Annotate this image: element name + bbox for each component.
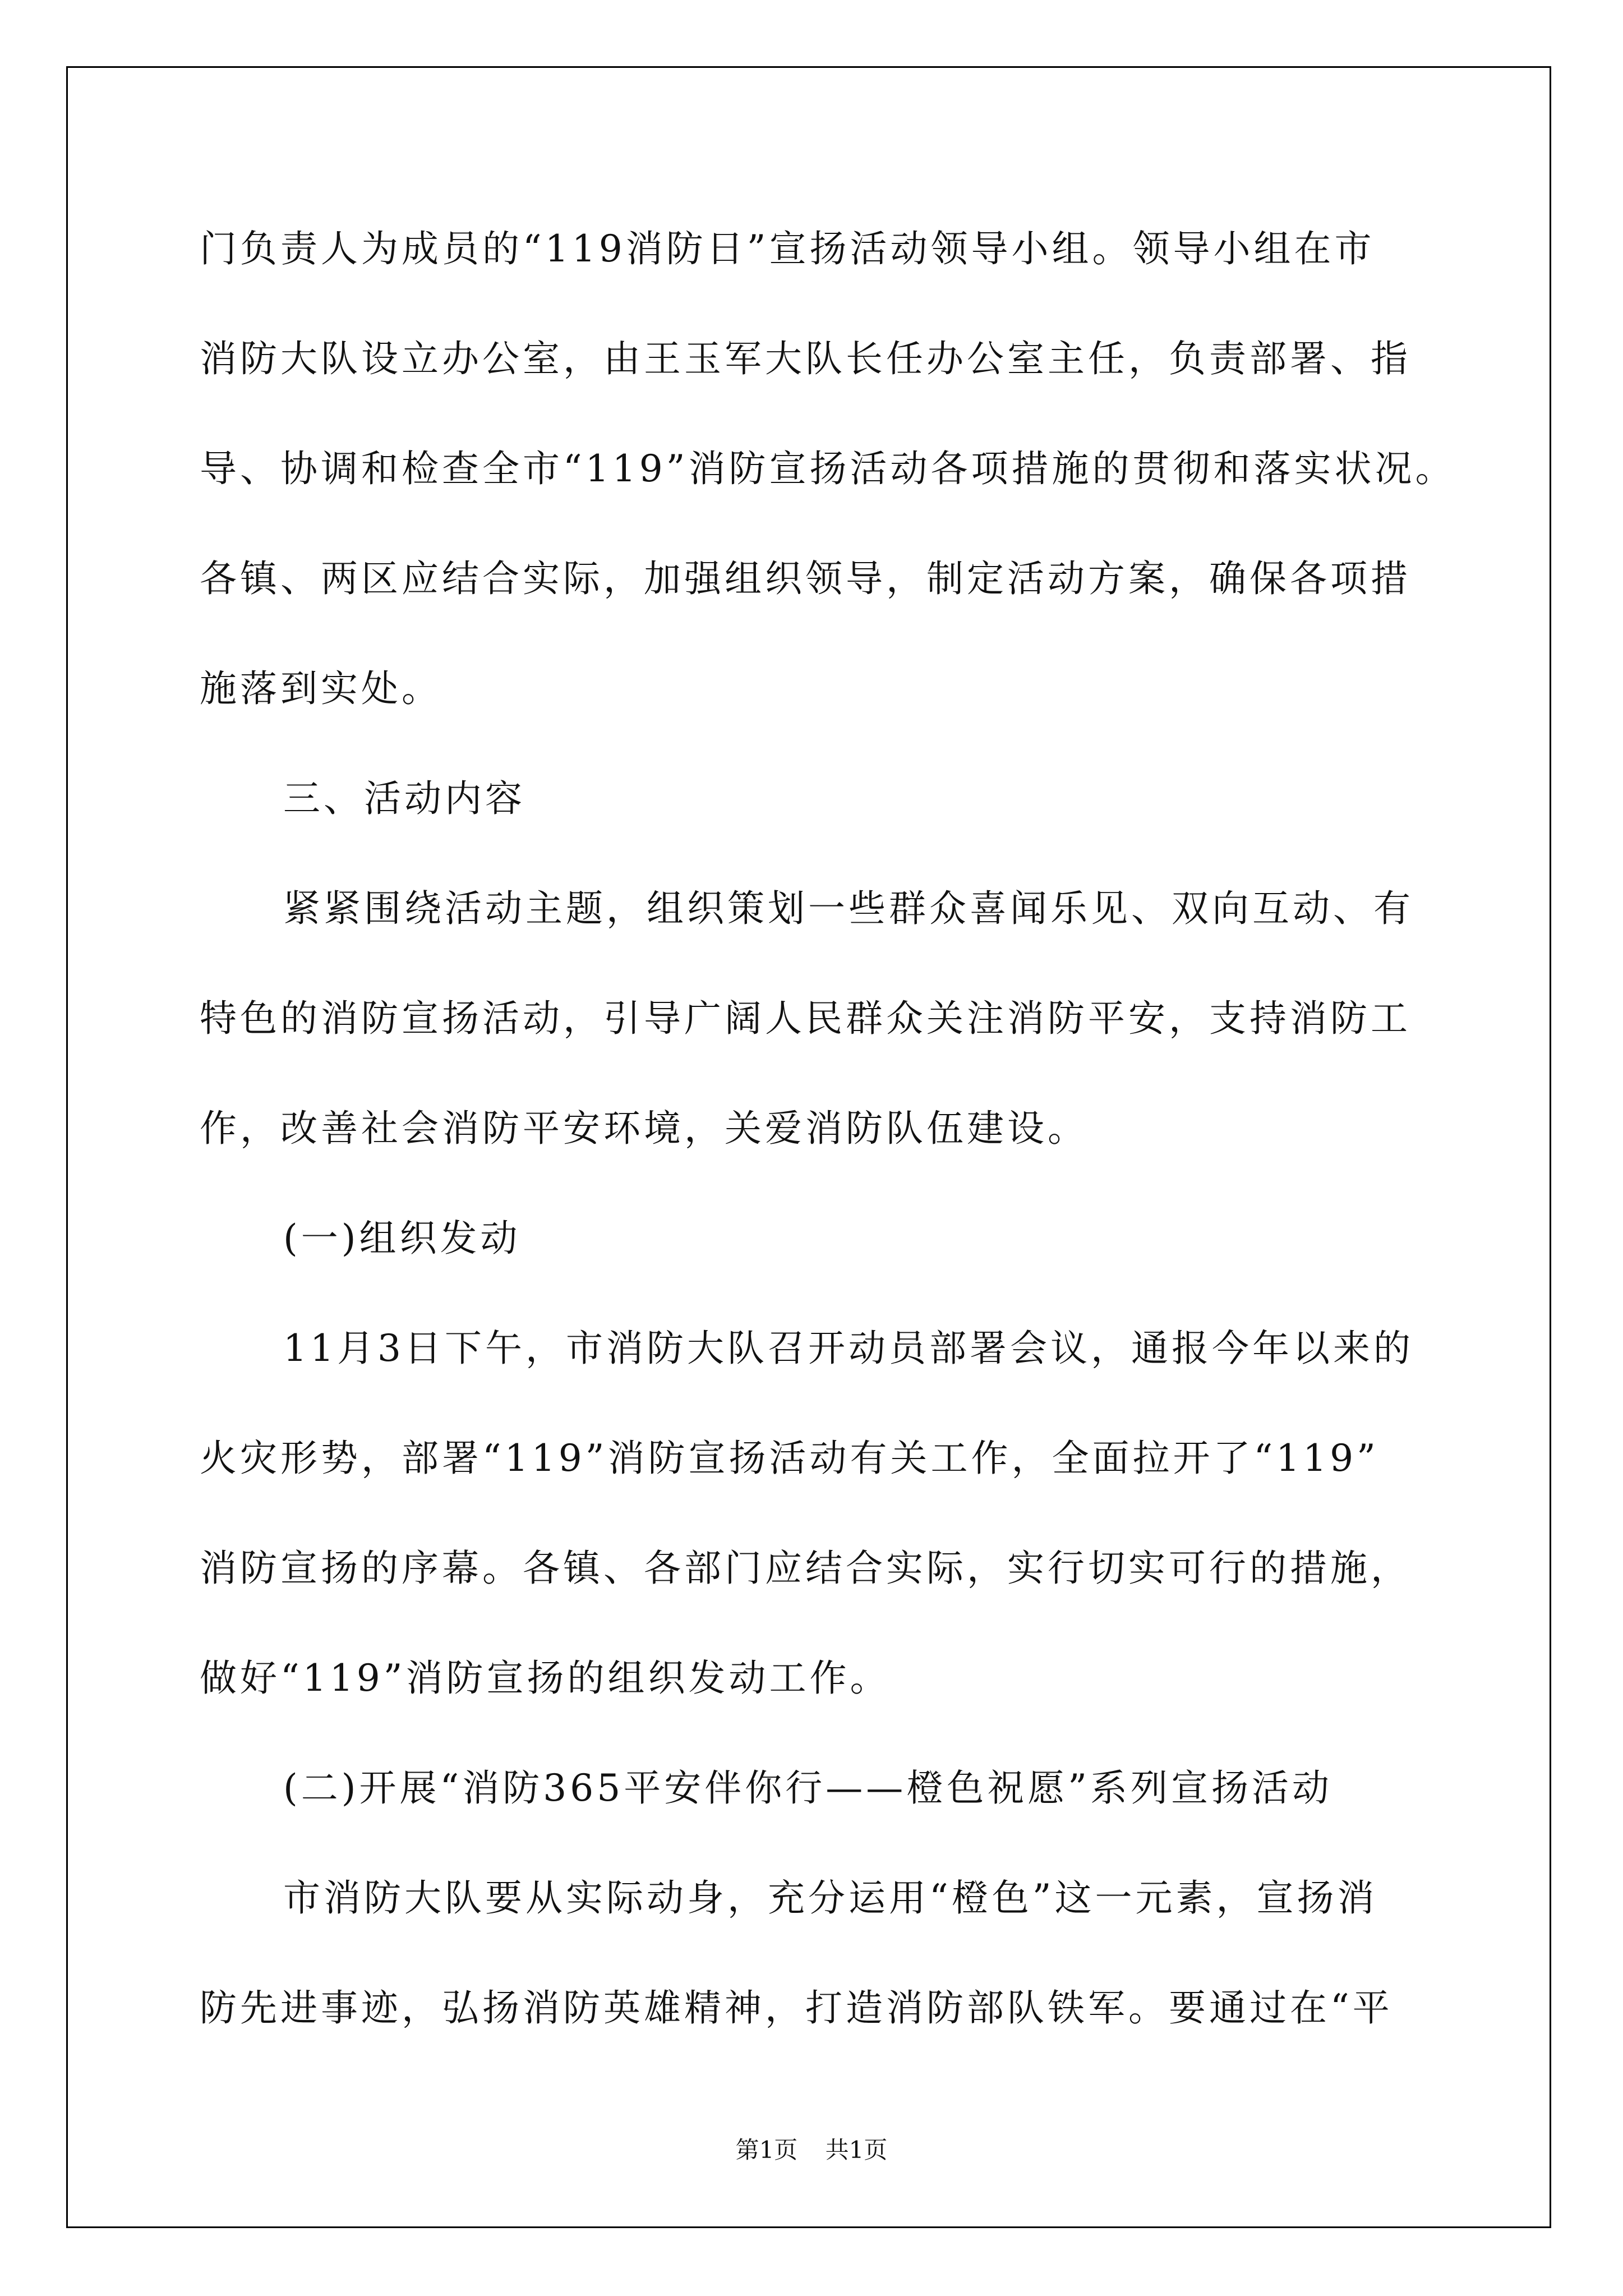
subsection-heading: (二)开展“消防365平安伴你行——橙色祝愿”系列宣扬活动 bbox=[283, 1766, 1332, 1810]
text-line: 作，改善社会消防平安环境，关爱消防队伍建设。 bbox=[200, 1107, 1088, 1150]
text-line: 各镇、两区应结合实际，加强组织领导，制定活动方案，确保各项措 bbox=[200, 557, 1411, 600]
page-footer bbox=[0, 2136, 1623, 2164]
text-line: 消防宣扬的序幕。各镇、各部门应结合实际，实行切实可行的措施， bbox=[200, 1547, 1411, 1590]
text-line: 消防大队设立办公室，由王玉军大队长任办公室主任，负责部署、指 bbox=[200, 337, 1411, 380]
page-number: 第1页 bbox=[735, 2136, 798, 2164]
subsection-heading: (一)组织发动 bbox=[283, 1217, 521, 1260]
section-heading: 三、活动内容 bbox=[283, 777, 525, 820]
text-line: 11月3日下午，市消防大队召开动员部署会议，通报今年以来的 bbox=[283, 1327, 1414, 1370]
text-line: 火灾形势，部署“119”消防宣扬活动有关工作，全面拉开了“119” bbox=[200, 1437, 1379, 1480]
page-total: 共1页 bbox=[825, 2136, 888, 2164]
text-line: 防先进事迹，弘扬消防英雄精神，打造消防部队铁军。要通过在“平 bbox=[200, 1986, 1393, 2030]
text-line: 导、协调和检查全市“119”消防宣扬活动各项措施的贯彻和落实状况。 bbox=[200, 447, 1456, 490]
text-line: 紧紧围绕活动主题，组织策划一些群众喜闻乐见、双向互动、有 bbox=[283, 887, 1414, 930]
text-line: 做好“119”消防宣扬的组织发动工作。 bbox=[200, 1657, 891, 1700]
text-line: 门负责人为成员的“119消防日”宣扬活动领导小组。领导小组在市 bbox=[200, 227, 1375, 270]
text-line: 市消防大队要从实际动身，充分运用“橙色”这一元素，宣扬消 bbox=[283, 1876, 1378, 1920]
text-line: 特色的消防宣扬活动，引导广阔人民群众关注消防平安，支持消防工 bbox=[200, 997, 1411, 1040]
text-line: 施落到实处。 bbox=[200, 667, 442, 710]
